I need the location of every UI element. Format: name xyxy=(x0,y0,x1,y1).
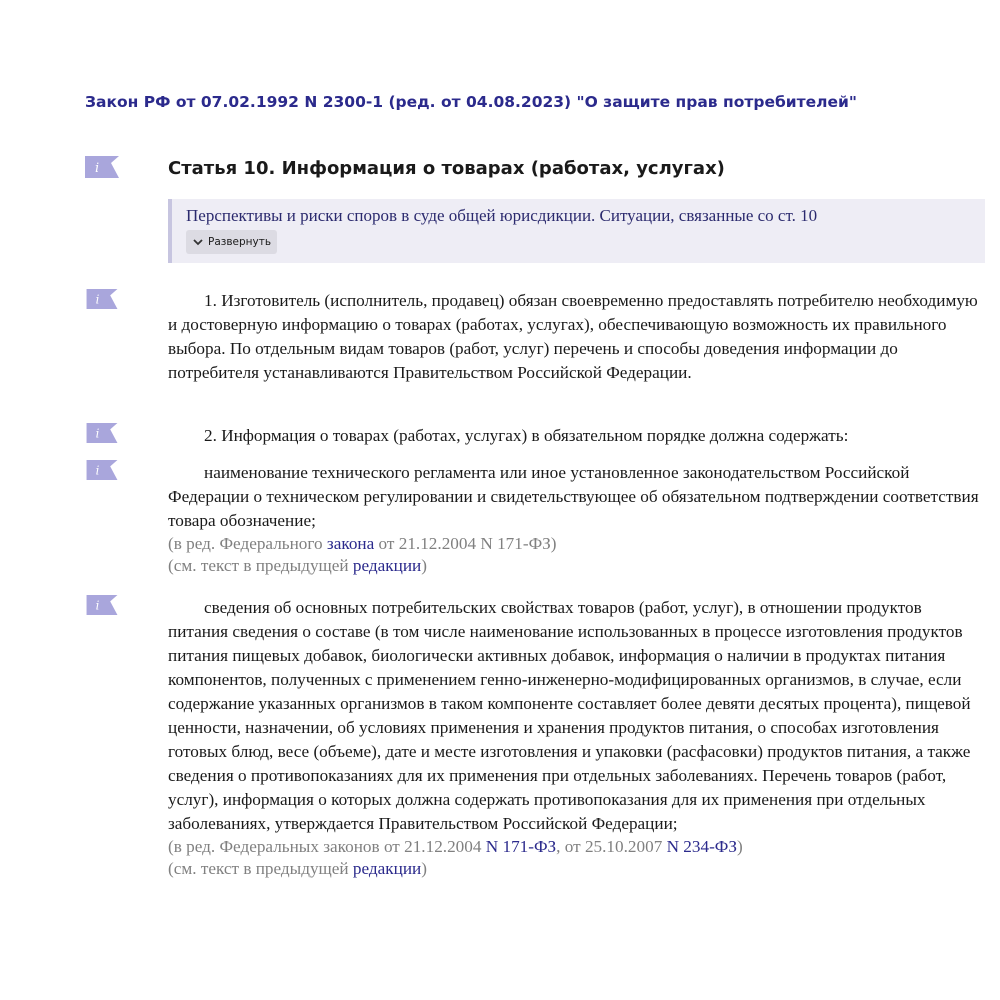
breadcrumb-link[interactable]: Закон РФ от 07.02.1992 N 2300-1 (ред. от 04.08.2023) "О защите прав потребителей" xyxy=(85,93,857,111)
paragraph xyxy=(168,289,986,385)
paragraph xyxy=(168,461,986,577)
svg-text:i: i xyxy=(95,598,100,613)
info-flag-icon[interactable] xyxy=(85,423,119,443)
paragraph-text: 2. Информация о товарах (работах, услугах) в обязательном порядке должна содержать: xyxy=(204,426,849,445)
article-title: Статья 10. Информация о товарах (работах, услугах) xyxy=(168,158,725,179)
commentary-note xyxy=(168,199,985,263)
paragraph-text: 1. Изготовитель (исполнитель, продавец) обязан своевременно предоставлять потребителю необходимую и достоверную информацию о товарах (работах, услугах), обеспечивающую возможность их правильного выбора. По отдельным видам товаров (работ, услуг) перечень и способы доведения информации до потребителя устанавливаются Правительством Российской Федерации. xyxy=(168,291,978,382)
chevron-down-icon xyxy=(192,236,204,248)
previous-revision-note: (см. текст в предыдущей редакции) xyxy=(168,859,427,878)
paragraph-text: наименование технического регламента или иное установленное законодательством Российской Федерации о техническом регулировании и свидетельствующее об обязательном подтверждении соответствия товара обозначение; xyxy=(168,463,979,530)
paragraph-text: сведения об основных потребительских свойствах товаров (работ, услуг), в отношении продуктов питания сведения о составе (в том числе наименование использованных в процессе изготовления продуктов питания пищевых добавок, биологически активных добавок, информация о наличии в продуктах питания компонентов, полученных с применением генно-инженерно-модифицированных организмов, в случае, если содержание указанных организмов в таком компоненте составляет более девяти десятых процента), пищевой ценности, назначении, об условиях применения и хранения продуктов питания, о способах изготовления готовых блюд, весе (объеме), дате и месте изготовления и упаковки (расфасовки) продуктов питания, а также сведения о противопоказаниях для их применения при отдельных заболеваниях. Перечень товаров (работ, услуг), информация о которых должна содержать противопоказания для их применения при отдельных заболеваниях, утверждается Правительством Российской Федерации; xyxy=(168,598,971,833)
info-flag-icon[interactable] xyxy=(85,595,119,615)
info-flag-icon[interactable] xyxy=(85,460,119,480)
paragraph xyxy=(168,596,986,880)
expand-button[interactable] xyxy=(186,230,277,254)
previous-revision-link[interactable]: редакции xyxy=(352,556,422,575)
paragraph xyxy=(168,424,986,448)
revision-note: (в ред. Федерального закона от 21.12.2004 N 171-ФЗ) xyxy=(168,534,557,553)
law-link[interactable]: N 171-ФЗ xyxy=(485,837,557,856)
svg-text:i: i xyxy=(95,463,100,478)
svg-text:i: i xyxy=(95,161,100,176)
law-link[interactable]: N 234-ФЗ xyxy=(666,837,737,856)
law-link[interactable]: закона xyxy=(326,534,375,553)
svg-text:i: i xyxy=(95,426,100,441)
svg-text:i: i xyxy=(95,292,100,307)
commentary-note-text[interactable]: Перспективы и риски споров в суде общей юрисдикции. Ситуации, связанные со ст. 10 xyxy=(186,206,818,225)
previous-revision-note: (см. текст в предыдущей редакции) xyxy=(168,556,427,575)
previous-revision-link[interactable]: редакции xyxy=(352,859,422,878)
expand-button-label: Развернуть xyxy=(208,236,272,248)
revision-note: (в ред. Федеральных законов от 21.12.2004 N 171-ФЗ, от 25.10.2007 N 234-ФЗ) xyxy=(168,837,743,856)
info-flag-icon[interactable] xyxy=(85,156,119,176)
info-flag-icon[interactable] xyxy=(85,289,119,309)
